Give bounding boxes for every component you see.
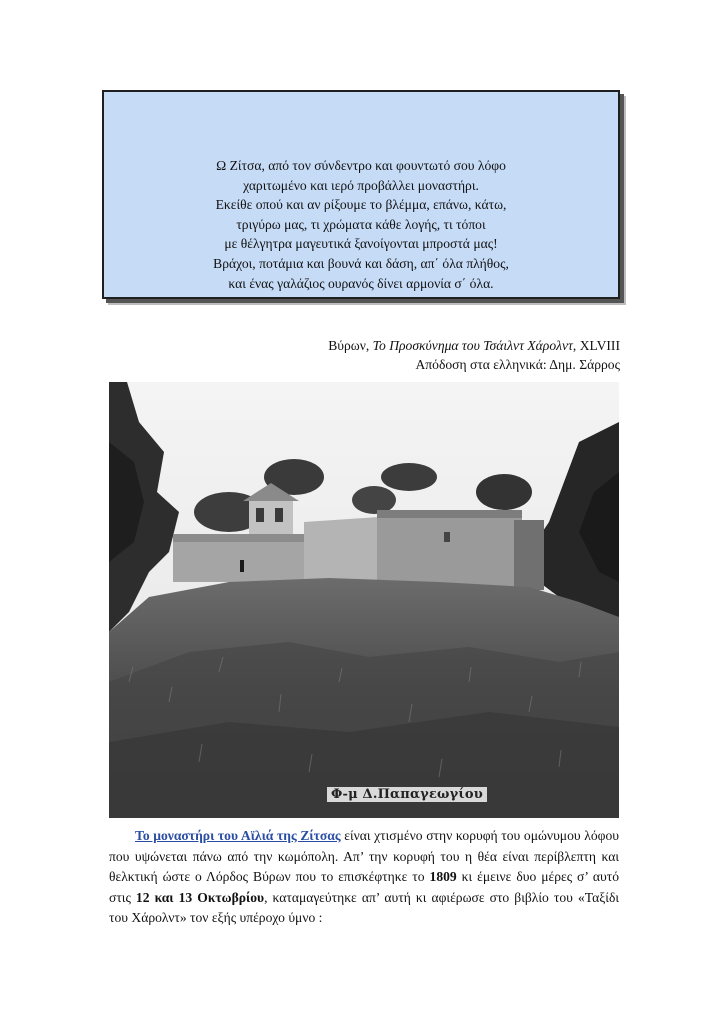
poem-line: Βράχοι, ποτάμια και βουνά και δάση, απ΄ όλα πλήθος, <box>213 255 509 271</box>
year-highlight: 1809 <box>429 869 457 885</box>
attribution <box>328 336 620 374</box>
photo-caption: Φ-μ Δ.Παπαγεωγίου <box>327 787 487 802</box>
poem-line: Ω Ζίτσα, από τον σύνδεντρο και φουντωτό σου λόφο <box>216 158 506 173</box>
poem-line: και ένας γαλάζιος ουρανός δίνει αρμονία σ΄ όλα. <box>228 275 494 291</box>
dates-highlight: 12 και 13 Οκτωβρίου <box>135 889 265 905</box>
attribution-author: Βύρων, <box>328 338 373 353</box>
poem-line: με θέλγητρα μαγευτικά ξανοίγονται μπροστά μας! <box>224 236 498 252</box>
poem <box>104 156 618 293</box>
attribution-source <box>328 336 620 355</box>
poem-line: χαριτωμένο και ιερό προβάλλει μοναστήρι. <box>243 177 479 193</box>
poem-line: τριγύρω μας, τι χρώματα κάθε λογής, τι τόποι <box>236 216 486 232</box>
poem-line: Εκείθε οπού και αν ρίξουμε το βλέμμα, επάνω, κάτω, <box>215 197 507 213</box>
monastery-photo <box>109 382 619 818</box>
attribution-work-title: Το Προσκύνημα του Τσάιλντ Χάρολντ <box>372 338 573 353</box>
poem-box <box>102 90 620 299</box>
body-paragraph <box>109 826 619 929</box>
paragraph-text: κι έμεινε δυο μέρες σ’ αυτό στις <box>109 869 619 905</box>
monastery-link[interactable]: Το μοναστήρι του Αϊλιά της Ζίτσας <box>135 828 341 843</box>
attribution-translation: Απόδοση στα ελληνικά: Δημ. Σάρρος <box>415 357 620 372</box>
attribution-canto: , XLVIII <box>572 338 620 353</box>
paragraph-text: , καταμαγεύτηκε απ’ αυτή κι αφιέρωσε στο βιβλίο του «Ταξίδι του Χάρολντ» τον εξής υπέροχο ύμνο : <box>109 889 620 926</box>
paragraph-text: είναι χτισμένο στην κορυφή του ομώνυμου λόφου που υψώνεται πάνω από την κωμόπολη. Απ’ την κορυφή του η θέα είναι περίβλεπτη και θελκτική ώστε ο Λόρδος Βύρων που το επισκέφτηκε το <box>109 828 619 885</box>
